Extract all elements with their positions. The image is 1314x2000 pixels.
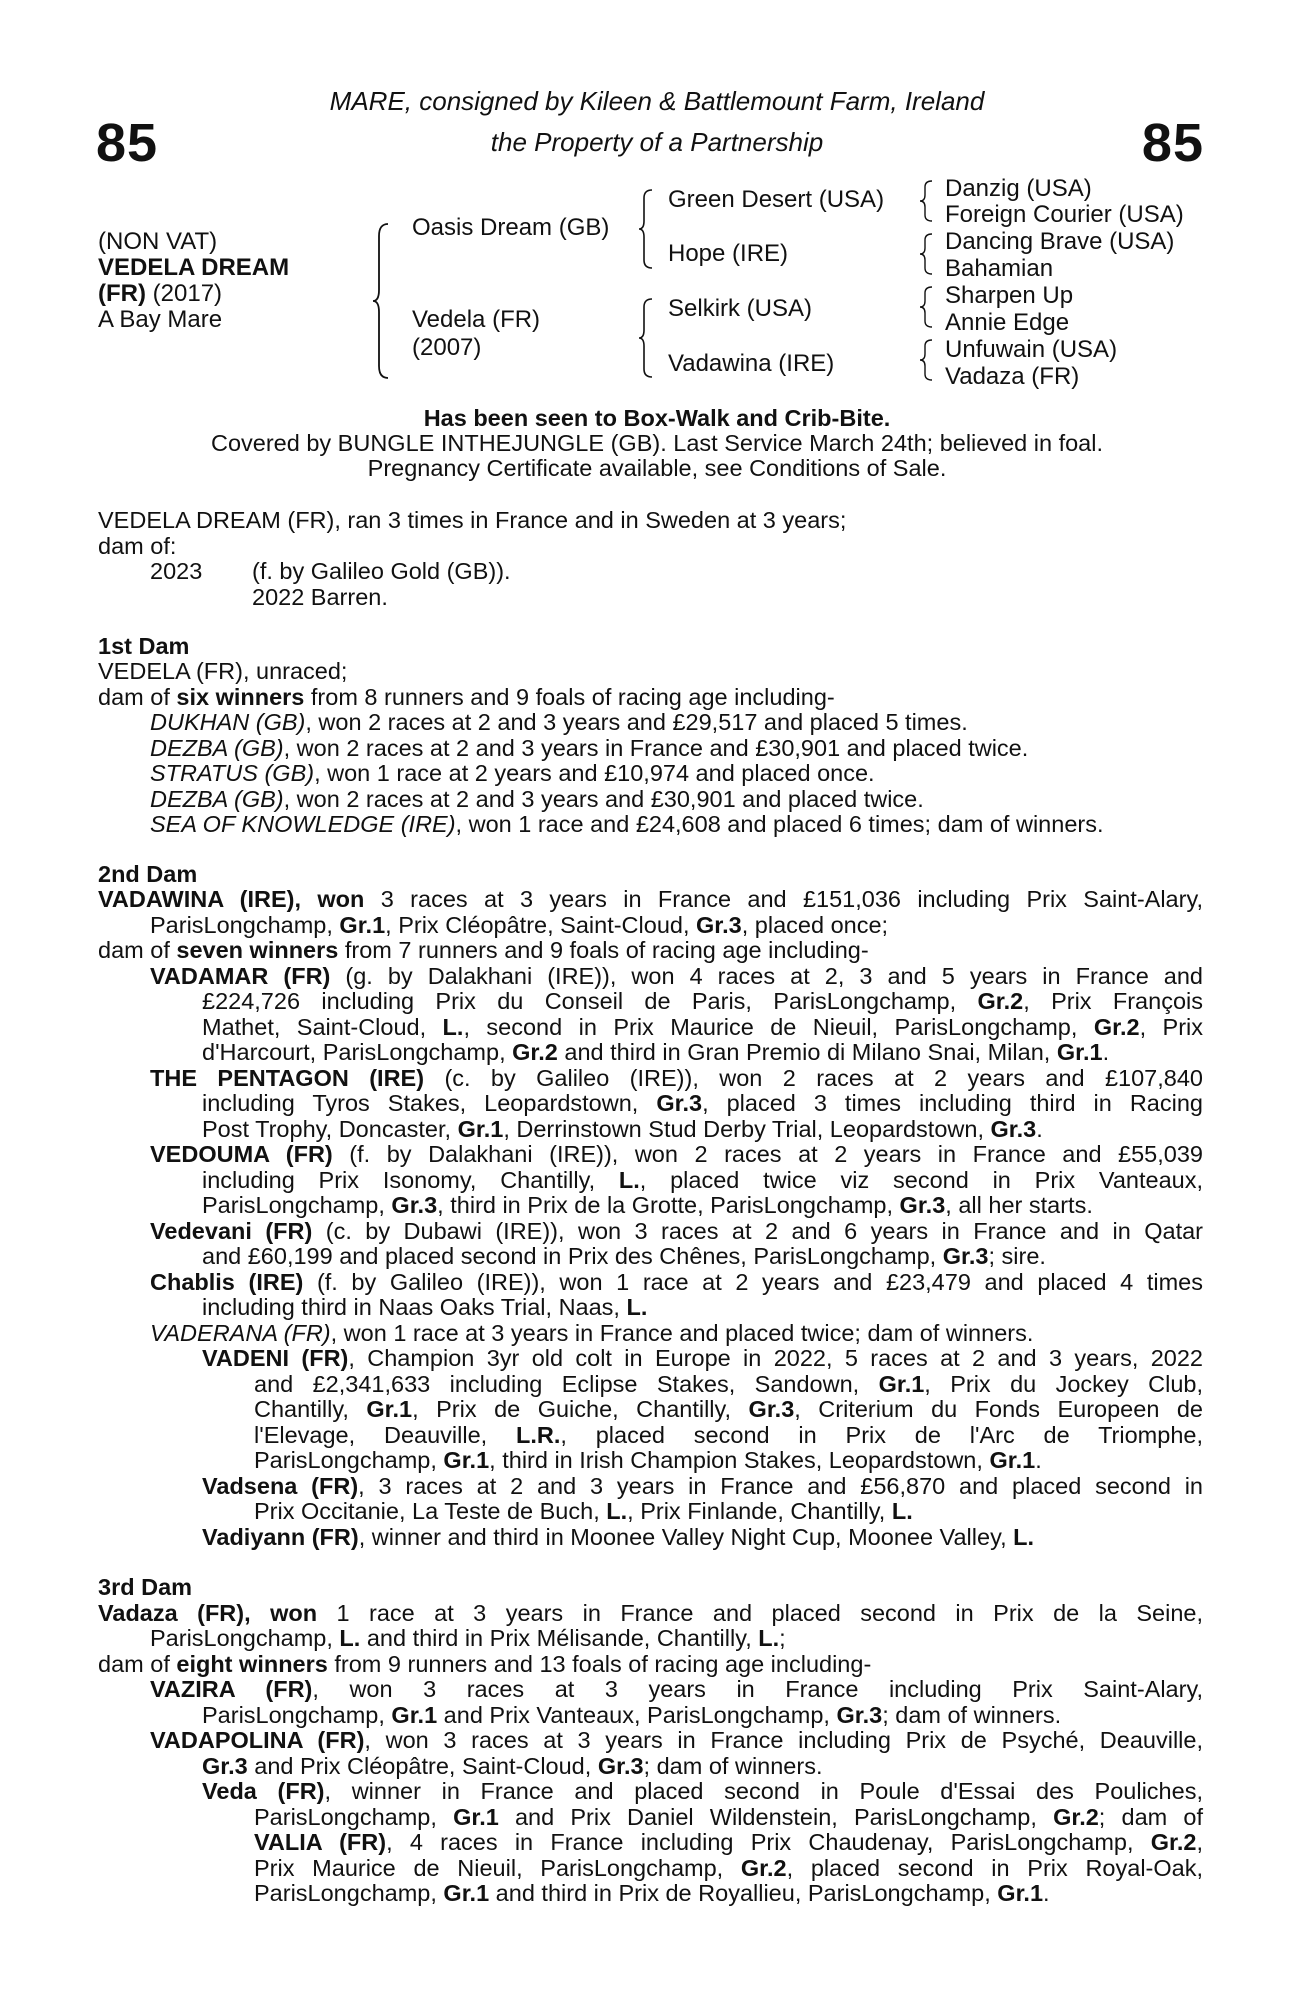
- vice-notice: Has been seen to Box-Walk and Crib-Bite.: [423, 405, 891, 431]
- pedigree-g8: Vadaza (FR): [945, 363, 1080, 390]
- pedigree-dam-sire: Selkirk (USA): [668, 295, 813, 322]
- horse-country: (FR): [98, 280, 146, 307]
- vazira-entry: VAZIRA (FR), won 3 races at 3 years in France including Prix Saint-Alary,: [150, 1676, 1203, 1702]
- vadsena-entry: Vadsena (FR), 3 races at 2 and 3 years in France and £56,870 and placed second in: [202, 1473, 1204, 1499]
- horse-country-year: [98, 280, 222, 308]
- vadeni-entry-cont: Chantilly, Gr.1, Prix de Guiche, Chantilly, Gr.3, Criterium du Fonds Europeen de: [254, 1396, 1204, 1422]
- pedigree-brace-g1: [919, 179, 935, 223]
- record-dam-of: dam of:: [98, 533, 177, 559]
- lot-number-left: 85: [96, 113, 159, 173]
- vadamar-entry-cont: £224,726 including Prix du Conseil de Paris, ParisLongchamp, Gr.2, Prix François: [202, 988, 1203, 1014]
- pedigree-sire-dam: Hope (IRE): [668, 240, 789, 267]
- pedigree-dam-year: (2007): [412, 334, 482, 361]
- vedevani-entry: Vedevani (FR) (c. by Dubawi (IRE)), won 3 races at 2 and 6 years in France and in Qatar: [150, 1218, 1203, 1244]
- vadamar-entry-cont: d'Harcourt, ParisLongchamp, Gr.2 and third in Gran Premio di Milano Snai, Milan, Gr.1.: [202, 1039, 1110, 1065]
- list-item: DEZBA (GB), won 2 races at 2 and 3 years in France and £30,901 and placed twice.: [150, 735, 1029, 761]
- vadeni-entry-cont: and £2,341,633 including Eclipse Stakes, Sandown, Gr.1, Prix du Jockey Club,: [254, 1371, 1203, 1397]
- pedigree-dam-dam: Vadawina (IRE): [668, 350, 835, 377]
- vedouma-entry: VEDOUMA (FR) (f. by Dalakhani (IRE)), won 2 races at 2 years in France and £55,039: [150, 1141, 1203, 1167]
- vedouma-entry-cont: including Prix Isonomy, Chantilly, L., placed twice viz second in Prix Vanteaux,: [202, 1167, 1203, 1193]
- vedouma-entry-cont: ParisLongchamp, Gr.3, third in Prix de la Grotte, ParisLongchamp, Gr.3, all her starts.: [202, 1192, 1093, 1218]
- vaderana-entry: VADERANA (FR), won 1 race at 3 years in France and placed twice; dam of winners.: [150, 1320, 1034, 1346]
- vadamar-entry-cont: Mathet, Saint-Cloud, L., second in Prix Maurice de Nieuil, ParisLongchamp, Gr.2, Prix: [202, 1014, 1203, 1040]
- vadeni-entry: VADENI (FR), Champion 3yr old colt in Europe in 2022, 5 races at 2 and 3 years, 2022: [202, 1345, 1203, 1371]
- veda-entry: Veda (FR), winner in France and placed second in Poule d'Essai des Pouliches,: [202, 1778, 1203, 1804]
- lot-number-right: 85: [1141, 113, 1204, 173]
- vat-status: (NON VAT): [98, 228, 218, 255]
- chablis-entry-cont: including third in Naas Oaks Trial, Naas, L.: [202, 1294, 648, 1320]
- horse-description: A Bay Mare: [98, 306, 223, 333]
- produce-barren: 2022 Barren.: [252, 584, 388, 610]
- pedigree-sire-sire: Green Desert (USA): [668, 186, 885, 213]
- vadeni-entry-cont: ParisLongchamp, Gr.1, third in Irish Champion Stakes, Leopardstown, Gr.1.: [254, 1447, 1042, 1473]
- pedigree-brace-main: [372, 222, 392, 380]
- chablis-entry: Chablis (IRE) (f. by Galileo (IRE)), won 1 race at 2 years and £23,479 and placed 4 times: [150, 1269, 1204, 1295]
- first-dam-heading: 1st Dam: [98, 633, 190, 659]
- first-dam-produce-summary: dam of six winners from 8 runners and 9 foals of racing age including-: [98, 684, 835, 710]
- vedevani-entry-cont: and £60,199 and placed second in Prix des Chênes, ParisLongchamp, Gr.3; sire.: [202, 1243, 1046, 1269]
- property-line: the Property of a Partnership: [490, 127, 824, 157]
- second-dam-produce-summary: dam of seven winners from 7 runners and 9 foals of racing age including-: [98, 937, 869, 963]
- pedigree-brace-g2: [919, 232, 935, 276]
- pedigree-brace-dam: [638, 297, 656, 379]
- list-item: DUKHAN (GB), won 2 races at 2 and 3 years and £29,517 and placed 5 times.: [150, 709, 968, 735]
- horse-year: (2017): [152, 280, 223, 307]
- pedigree-sire: Oasis Dream (GB): [412, 214, 610, 241]
- pentagon-entry-cont: including Tyros Stakes, Leopardstown, Gr.3, placed 3 times including third in Racing: [202, 1090, 1203, 1116]
- third-dam-line: Vadaza (FR), won 1 race at 3 years in France and placed second in Prix de la Seine,: [98, 1600, 1203, 1626]
- valia-entry-cont: ParisLongchamp, Gr.1 and third in Prix de Royallieu, ParisLongchamp, Gr.1.: [254, 1880, 1050, 1906]
- pedigree-dam: Vedela (FR): [412, 306, 541, 333]
- vadamar-entry: VADAMAR (FR) (g. by Dalakhani (IRE)), won 4 races at 2, 3 and 5 years in France and: [150, 963, 1203, 989]
- vazira-entry-cont: ParisLongchamp, Gr.1 and Prix Vanteaux, ParisLongchamp, Gr.3; dam of winners.: [202, 1702, 1062, 1728]
- pedigree-g2: Foreign Courier (USA): [945, 201, 1184, 228]
- covered-notice: Covered by BUNGLE INTHEJUNGLE (GB). Last Service March 24th; believed in foal.: [210, 430, 1104, 456]
- third-dam-heading: 3rd Dam: [98, 1574, 193, 1600]
- first-dam-line: VEDELA (FR), unraced;: [98, 658, 348, 684]
- pedigree-g7: Unfuwain (USA): [945, 336, 1118, 363]
- third-dam-line-cont: ParisLongchamp, L. and third in Prix Mélisande, Chantilly, L.;: [150, 1625, 786, 1651]
- vadsena-entry-cont: Prix Occitanie, La Teste de Buch, L., Prix Finlande, Chantilly, L.: [254, 1498, 913, 1524]
- pedigree-g6: Annie Edge: [945, 309, 1070, 336]
- pedigree-brace-g3: [919, 285, 935, 329]
- veda-entry-cont: ParisLongchamp, Gr.1 and Prix Daniel Wildenstein, ParisLongchamp, Gr.2; dam of: [254, 1804, 1203, 1830]
- second-dam-line: VADAWINA (IRE), won 3 races at 3 years in France and £151,036 including Prix Saint-Alary,: [98, 886, 1203, 912]
- certificate-notice: Pregnancy Certificate available, see Conditions of Sale.: [367, 455, 947, 481]
- valia-entry: VALIA (FR), 4 races in France including Prix Chaudenay, ParisLongchamp, Gr.2,: [254, 1829, 1203, 1855]
- record-line: VEDELA DREAM (FR), ran 3 times in France and in Sweden at 3 years;: [98, 507, 847, 533]
- list-item: DEZBA (GB), won 2 races at 2 and 3 years and £30,901 and placed twice.: [150, 786, 924, 812]
- horse-name: VEDELA DREAM: [98, 254, 290, 281]
- pedigree-g3: Dancing Brave (USA): [945, 228, 1175, 255]
- vadapolina-entry-cont: Gr.3 and Prix Cléopâtre, Saint-Cloud, Gr.3; dam of winners.: [202, 1753, 823, 1779]
- produce-entry: (f. by Galileo Gold (GB)).: [252, 558, 511, 584]
- third-dam-produce-summary: dam of eight winners from 9 runners and 13 foals of racing age including-: [98, 1651, 872, 1677]
- pentagon-entry: THE PENTAGON (IRE) (c. by Galileo (IRE)), won 2 races at 2 years and £107,840: [150, 1065, 1203, 1091]
- valia-entry-cont: Prix Maurice de Nieuil, ParisLongchamp, Gr.2, placed second in Prix Royal-Oak,: [254, 1855, 1203, 1881]
- consignor-line: MARE, consigned by Kileen & Battlemount Farm, Ireland: [329, 86, 985, 116]
- pedigree-g1: Danzig (USA): [945, 175, 1092, 202]
- pedigree-g4: Bahamian: [945, 255, 1054, 282]
- pedigree-brace-sire: [638, 188, 656, 270]
- vadiyann-entry: Vadiyann (FR), winner and third in Moonee Valley Night Cup, Moonee Valley, L.: [202, 1524, 1035, 1550]
- vadeni-entry-cont: l'Elevage, Deauville, L.R., placed second in Prix de l'Arc de Triomphe,: [254, 1422, 1203, 1448]
- list-item: STRATUS (GB), won 1 race at 2 years and £10,974 and placed once.: [150, 760, 875, 786]
- second-dam-line-cont: ParisLongchamp, Gr.1, Prix Cléopâtre, Saint-Cloud, Gr.3, placed once;: [150, 912, 889, 938]
- pedigree-g5: Sharpen Up: [945, 282, 1074, 309]
- pedigree-brace-g4: [919, 338, 935, 382]
- second-dam-heading: 2nd Dam: [98, 861, 198, 887]
- vadapolina-entry: VADAPOLINA (FR), won 3 races at 3 years in France including Prix de Psyché, Deauville,: [150, 1727, 1203, 1753]
- pentagon-entry-cont: Post Trophy, Doncaster, Gr.1, Derrinstown Stud Derby Trial, Leopardstown, Gr.3.: [202, 1116, 1043, 1142]
- list-item: SEA OF KNOWLEDGE (IRE), won 1 race and £24,608 and placed 6 times; dam of winners.: [150, 811, 1104, 837]
- produce-year: 2023: [150, 558, 203, 584]
